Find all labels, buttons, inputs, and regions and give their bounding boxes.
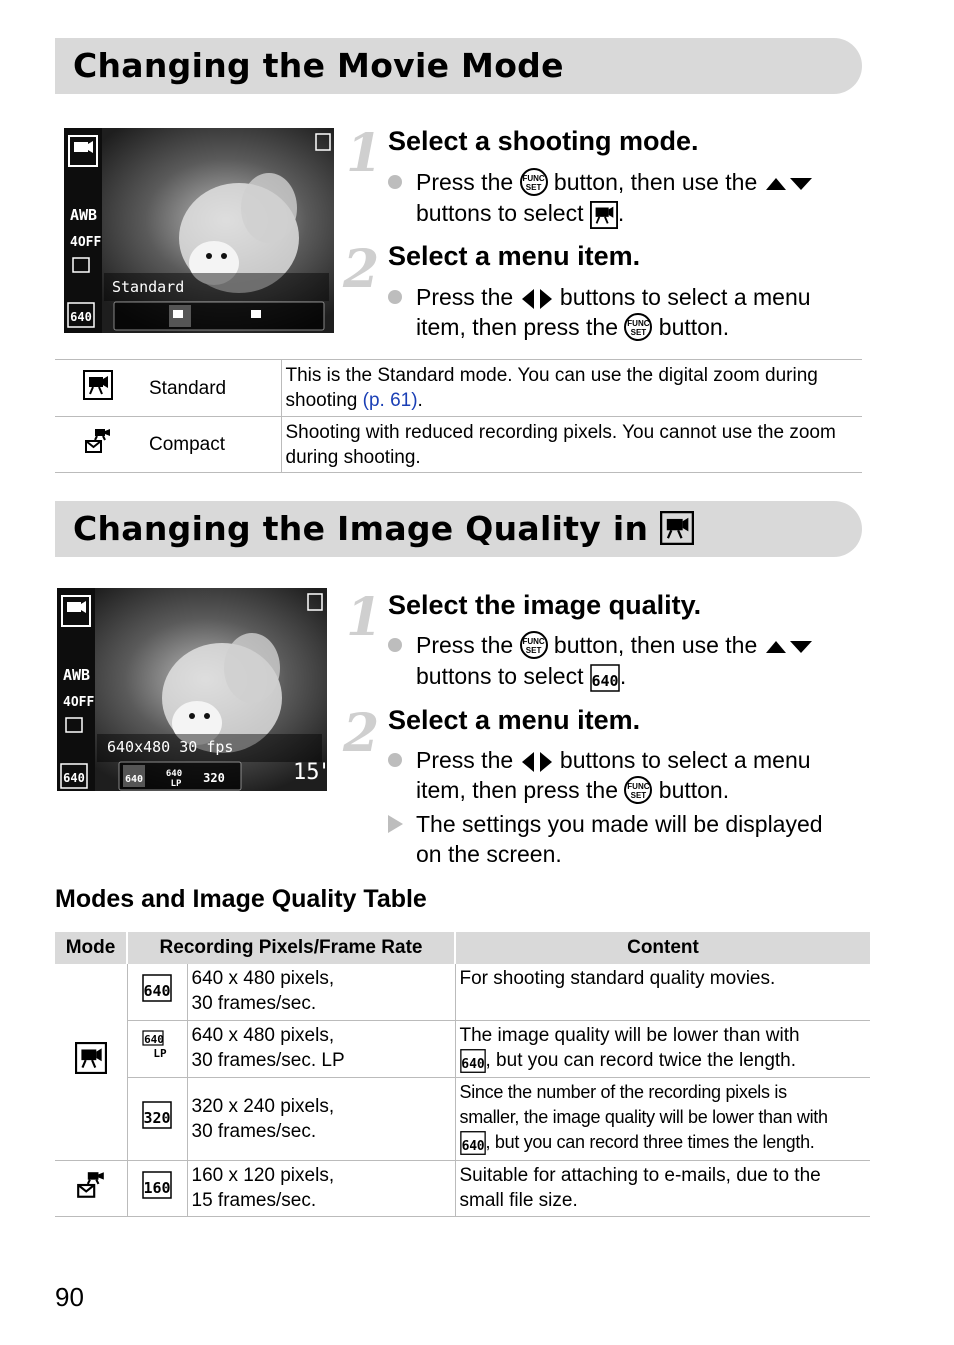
pixels-cell: 160 x 120 pixels, 15 frames/sec. [187, 1160, 455, 1216]
text-fragment: item, then press the [416, 777, 625, 803]
left-right-arrows-icon [520, 751, 554, 773]
movie-standard-icon [75, 1042, 107, 1074]
quality-640-icon [460, 1130, 486, 1156]
quality-640-icon [460, 1048, 486, 1074]
mode-description: Shooting with reduced recording pixels. You cannot use the zoom during shooting. [281, 417, 862, 473]
table-row [55, 417, 862, 473]
quality-icon-cell [127, 1160, 187, 1216]
bullet-dot [388, 753, 402, 767]
content-cell: Suitable for attaching to e-mails, due to the small file size. [455, 1160, 870, 1216]
mode-icon-cell [55, 417, 141, 473]
step2-instruction [388, 745, 858, 806]
svg-text:LP: LP [170, 779, 182, 789]
svg-text:4OFF: 4OFF [63, 695, 95, 710]
pixels-cell: 320 x 240 pixels, 30 frames/sec. [187, 1077, 455, 1160]
up-down-arrows-icon [764, 176, 814, 192]
text-fragment: Press the [416, 169, 520, 195]
quality-table [55, 932, 870, 1217]
movie-compact-icon [83, 426, 113, 456]
pixels-cell: 640 x 480 pixels, 30 frames/sec. [187, 964, 455, 1020]
text-fragment: on the screen. [416, 841, 562, 867]
quality-160-icon [142, 1170, 172, 1200]
text-fragment: . [617, 199, 625, 226]
quality-icon-cell [127, 1020, 187, 1077]
left-right-arrows-icon [520, 288, 554, 310]
mode-description: This is the Standard mode. You can use the digital zoom during shooting (p. 61). [281, 360, 862, 417]
func-set-icon: FUNC SET [520, 168, 548, 196]
content-cell: For shooting standard quality movies. [455, 964, 870, 1020]
step2-title: Select a menu item. [388, 705, 641, 735]
screen-quality-label: 640x480 30 fps [107, 738, 234, 756]
table-row [55, 964, 870, 1020]
svg-text:320: 320 [203, 771, 225, 785]
movie-compact-icon [75, 1169, 107, 1201]
content-cell: The image quality will be lower than with , but you can record twice the length. [455, 1020, 870, 1077]
camera-screen-image-quality [57, 588, 333, 791]
quality-icon-cell [127, 964, 187, 1020]
step1-number: 1 [346, 587, 383, 648]
movie-standard-icon [590, 201, 618, 229]
step1-instruction [388, 167, 858, 229]
table-header-row [55, 932, 870, 964]
page-number: 90 [55, 1282, 84, 1312]
result-arrow-icon [388, 815, 403, 833]
func-set-icon: FUNC SET [624, 313, 652, 341]
quality-320-icon [142, 1100, 172, 1130]
header-pixels: Recording Pixels/Frame Rate [127, 932, 455, 964]
camera-preview-image [64, 128, 334, 333]
bullet-dot [388, 290, 402, 304]
quality-table-heading: Modes and Image Quality Table [55, 885, 427, 913]
step2-number: 2 [343, 239, 380, 300]
quality-640-lp-icon [142, 1030, 172, 1060]
text-fragment: button. [652, 314, 730, 340]
movie-standard-icon [660, 511, 694, 545]
section1-title: Changing the Movie Mode [73, 46, 564, 85]
step1-instruction [388, 630, 858, 693]
text-fragment: Press the [416, 284, 520, 310]
func-set-icon: FUNC SET [520, 631, 548, 659]
quality-640-icon [142, 973, 172, 1003]
movie-mode-table [55, 359, 862, 473]
text-fragment: item, then press the [416, 314, 625, 340]
text-fragment: Press the [416, 747, 520, 773]
svg-text:AWB: AWB [70, 206, 98, 224]
pixels-cell: 640 x 480 pixels, 30 frames/sec. LP [187, 1020, 455, 1077]
svg-text:640: 640 [70, 310, 92, 324]
section1-banner [55, 38, 862, 94]
mode-icon-cell [55, 964, 127, 1160]
text-fragment: . [619, 662, 627, 689]
text-fragment: buttons to select a menu [553, 284, 811, 310]
table-row [55, 1077, 870, 1160]
screen-mode-label: Standard [112, 278, 185, 296]
text-fragment: Press the [416, 632, 520, 658]
func-set-icon: FUNC SET [624, 776, 652, 804]
section2-banner [55, 501, 862, 557]
svg-text:640: 640 [165, 769, 183, 779]
camera-screen-movie-mode [64, 128, 334, 333]
mode-icon-cell [55, 1160, 127, 1216]
section2-title: Changing the Image Quality in [73, 509, 694, 548]
camera-preview-image [57, 588, 327, 791]
text-fragment: buttons to select [416, 662, 590, 689]
mode-name: Standard [141, 360, 281, 417]
step2-instruction [388, 282, 858, 343]
bullet-dot [388, 175, 402, 189]
screen-remaining-time: 15" [293, 760, 333, 785]
svg-text:640: 640 [63, 771, 85, 785]
up-down-arrows-icon [764, 639, 814, 655]
svg-text:4OFF: 4OFF [70, 235, 102, 250]
svg-text:AWB: AWB [63, 666, 91, 684]
page-link[interactable]: (p. 61) [362, 390, 418, 411]
text-fragment: buttons to select [416, 199, 590, 226]
svg-text:640: 640 [124, 774, 144, 785]
header-content: Content [455, 932, 870, 964]
text-fragment: button, then use the [547, 169, 764, 195]
step2-result [388, 809, 858, 869]
quality-icon-cell [127, 1077, 187, 1160]
bullet-dot [388, 638, 402, 652]
mode-icon-cell [55, 360, 141, 417]
step2-title: Select a menu item. [388, 241, 641, 271]
header-mode: Mode [55, 932, 127, 964]
step1-title: Select the image quality. [388, 590, 702, 620]
quality-640-icon [590, 663, 620, 693]
step1-number: 1 [346, 123, 383, 184]
text-fragment: button. [652, 777, 730, 803]
text-fragment: button, then use the [547, 632, 764, 658]
content-cell: Since the number of the recording pixels is smaller, the image quality will be lower than with , but you can record three times the length. [455, 1077, 870, 1160]
text-fragment: The settings you made will be displayed [416, 811, 823, 837]
text-fragment: buttons to select a menu [553, 747, 811, 773]
table-row [55, 1160, 870, 1216]
table-row [55, 360, 862, 417]
step2-number: 2 [343, 703, 380, 764]
step1-title: Select a shooting mode. [388, 126, 699, 156]
mode-name: Compact [141, 417, 281, 473]
table-row [55, 1020, 870, 1077]
movie-standard-icon [83, 370, 113, 400]
